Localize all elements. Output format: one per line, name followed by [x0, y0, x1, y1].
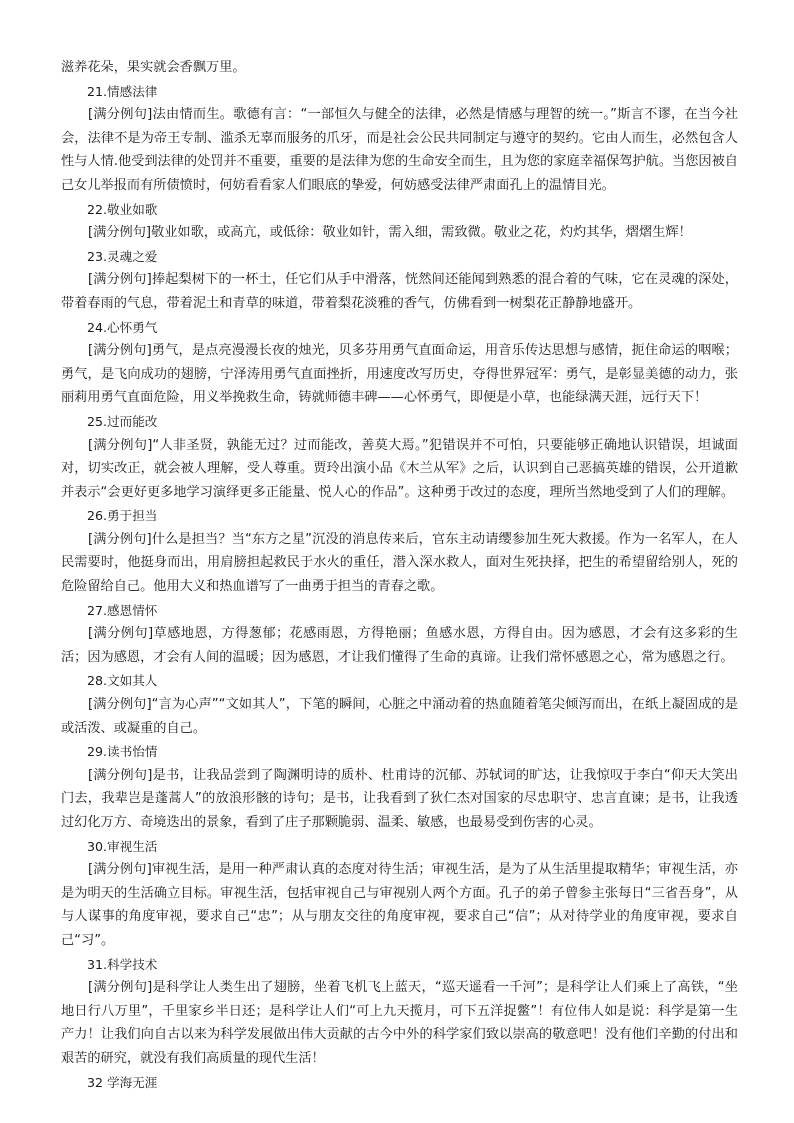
section-heading: 26.勇于担当 [87, 508, 158, 524]
section-28 [61, 669, 738, 740]
section-paragraph: [满分例句]“言为心声”“文如其人”，下笔的瞬间，心脏之中涌动着的热血随着笔尖倾泻而出，在纸上凝固成的是或活泼、或凝重的自己。 [61, 697, 738, 736]
section-32 [61, 1071, 738, 1095]
section-heading: 24.心怀勇气 [87, 319, 158, 335]
section-31 [61, 953, 738, 1071]
section-21 [61, 80, 738, 198]
section-paragraph: [满分例句]草感地恩，方得葱郁；花感雨恩，方得艳丽；鱼感水恩，方得自由。因为感恩，才会有这多彩的生活；因为感恩，才会有人间的温暖；因为感恩，才让我们懂得了生命的真谛。让我们常怀感恩之心，常为感恩之行。 [61, 626, 738, 665]
section-24 [61, 316, 738, 410]
section-paragraph: [满分例句]勇气，是点亮漫漫长夜的烛光，贝多芬用勇气直面命运，用音乐传达思想与感情，扼住命运的咽喉；勇气，是飞向成功的翅膀，宁泽涛用勇气直面挫折，用速度改写历史，夺得世界冠军：勇气，是彰显美德的动力，张丽莉用勇气直面危险，用义举挽救生命，铸就师德丰碑——心怀勇气，即便是小草，也能绿满天涯，远行天下！ [61, 343, 738, 406]
section-heading: 30.审视生活 [87, 838, 158, 854]
section-heading: 27.感恩情怀 [87, 602, 158, 618]
section-22 [61, 198, 738, 245]
section-30 [61, 835, 738, 953]
section-heading: 29.读书怡情 [87, 744, 158, 760]
section-paragraph: [满分例句]审视生活，是用一种严肃认真的态度对待生活；审视生活，是为了从生活里提取精华；审视生活，亦是为明天的生活确立目标。审视生活，包括审视自己与审视别人两个方面。孔子的弟子曾参主张每日“三省吾身”，从与人谋事的角度审视，要求自己“忠”；从与朋友交往的角度审视，要求自己“信”；从对待学业的角度审视，要求自己“习”。 [61, 862, 738, 948]
section-paragraph: [满分例句]“人非圣贤，孰能无过？过而能改，善莫大焉。”犯错误并不可怕，只要能够正确地认识错误，坦诚面对，切实改正，就会被人理解，受人尊重。贾玲出演小品《木兰从军》之后，认识到自己恶搞英雄的错误，公开道歉并表示“会更好更多地学习演绎更多正能量、悦人心的作品”。这种勇于改过的态度，理所当然地受到了人们的理解。 [61, 437, 738, 500]
section-heading: 22.敬业如歌 [87, 201, 158, 217]
section-heading: 25.过而能改 [87, 413, 158, 429]
section-heading: 31.科学技术 [87, 956, 158, 972]
section-paragraph: [满分例句]什么是担当？当“东方之星”沉没的消息传来后，官东主动请缨参加生死大救援。作为一名军人，在人民需要时，他挺身而出，用肩膀担起救民于水火的重任，潜入深水救人，面对生死抉择，把生的希望留给别人，死的危险留给自己。他用大义和热血谱写了一曲勇于担当的青春之歌。 [61, 531, 738, 595]
section-27 [61, 599, 738, 670]
section-heading: 23.灵魂之爱 [87, 248, 158, 264]
section-paragraph: [满分例句]是书，让我品尝到了陶渊明诗的质朴、杜甫诗的沉郁、苏轼词的旷达，让我惊叹于李白“仰天大笑出门去，我辈岂是蓬蒿人”的放浪形骸的诗句；是书，让我看到了狄仁杰对国家的尽忠职守、忠言直谏；是书，让我透过幻化万方、奇境迭出的景象，看到了庄子那颗脆弱、温柔、敏感，也最易受到伤害的心灵。 [61, 767, 738, 830]
section-paragraph: [满分例句]敬业如歌，或高亢，或低徐：敬业如针，需入细，需致微。敬业之花，灼灼其华，熠熠生辉！ [88, 225, 692, 241]
section-paragraph: [满分例句]法由情而生。歌德有言：“一部恒久与健全的法律，必然是情感与理智的统一。”斯言不谬，在当今社会，法律不是为帝王专制、滥杀无辜而服务的爪牙，而是社会公民共同制定与遵守的契约。它由人而生，必然包含人性与人情.他受到法律的处罚并不重要，重要的是法律为您的生命安全而生，且为您的家庭幸福保驾护航。当您因被自己女儿举报而有所债愤时，何妨看看家人们眼底的挚爱，何妨感受法律严肃面孔上的温情目光。 [61, 107, 738, 193]
section-26 [61, 504, 738, 598]
section-paragraph: [满分例句]捧起梨树下的一杯土，任它们从手中滑落，恍然间还能闻到熟悉的混合着的气味，它在灵魂的深处，带着春雨的气息，带着泥土和青草的味道，带着梨花淡雅的香气，仿佛看到一树梨花正静静地盛开。 [61, 272, 738, 311]
section-heading: 21.情感法律 [87, 83, 158, 99]
section-paragraph: [满分例句]是科学让人类生出了翅膀，坐着飞机飞上蓝天，“巡天遥看一千河”；是科学让人们乘上了高铁，“坐地日行八万里”，千里家乡半日还；是科学让人们“可上九天揽月，可下五洋捉鳖”！有位伟人如是说：科学是第一生产力！让我们向自古以来为科学发展做出伟大贡献的古今中外的科学家们致以崇高的敬意吧！没有他们辛勤的付出和艰苦的研究，就没有我们高质量的现代生活！ [61, 980, 738, 1066]
section-heading: 28.文如其人 [87, 673, 158, 689]
section-29 [61, 740, 738, 834]
document-page [61, 56, 738, 1094]
intro-line: 滋养花朵，果实就会香飘万里。 [61, 60, 246, 75]
section-heading: 32 学海无涯 [87, 1074, 158, 1090]
section-25 [61, 410, 738, 504]
section-23 [61, 245, 738, 316]
